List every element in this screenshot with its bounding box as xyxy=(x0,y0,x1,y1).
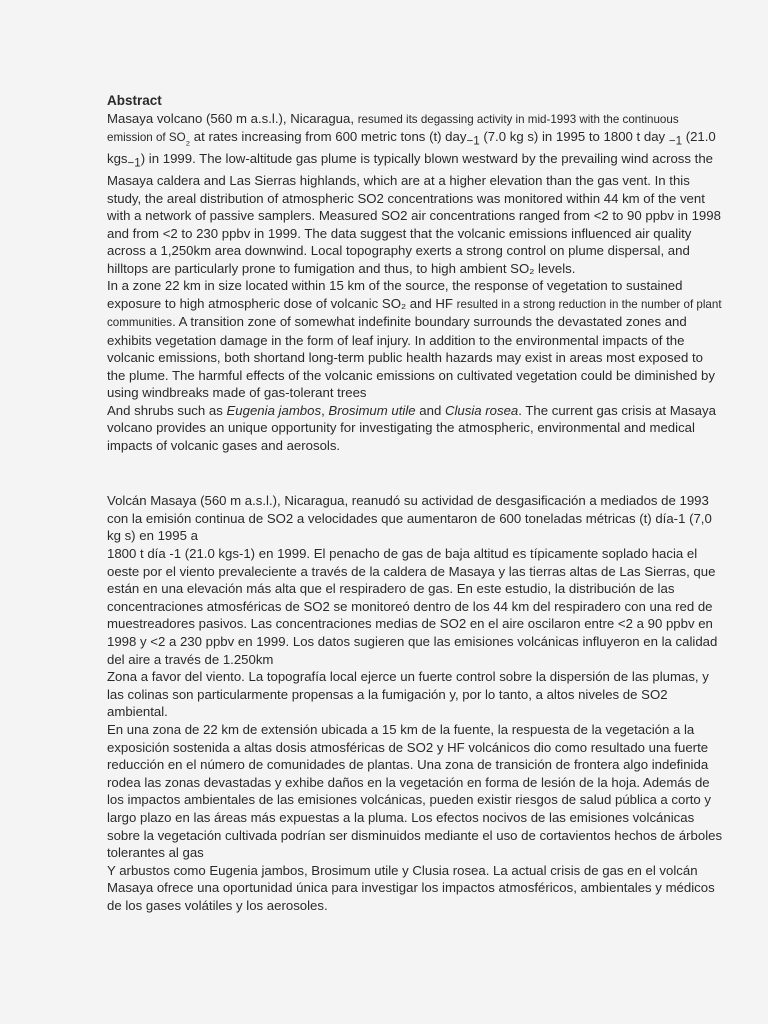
abstract-heading: Abstract xyxy=(107,93,162,108)
spanish-abstract xyxy=(107,492,723,914)
text-run: , xyxy=(321,402,329,418)
document-page xyxy=(107,92,723,915)
text-run: (21.0 kgs xyxy=(107,129,716,167)
subscript: ₂ xyxy=(185,134,191,148)
section-gap xyxy=(107,454,723,492)
text-run: and xyxy=(415,402,445,418)
text-run: at rates increasing from 600 metric tons (t) day xyxy=(190,129,467,144)
english-paragraph-1 xyxy=(107,110,723,278)
subscript: −1 xyxy=(466,134,480,148)
subscript: −1 xyxy=(668,134,683,148)
text-run: (7.0 kg s) in 1995 to 1800 t day xyxy=(479,129,669,144)
subscript: −1 xyxy=(127,156,141,170)
text-run: . A transition zone of somewhat indefinite boundary surrounds the devastated zones and exhibits vegetation damage in the form of leaf injury. In addition to the environmental impacts of the volcanic emissions, both shortand long-term public health hazards may exist in areas most exposed to the plume. The harmful effects of the volcanic emissions on cultivated vegetation could be diminished by using windbreaks made of gas-tolerant trees xyxy=(107,314,715,401)
text-run: . The current gas crisis at Masaya volcano provides an unique opportunity for investigating the atmospheric, environmental and medical impacts of volcanic gases and aerosols. xyxy=(107,402,716,453)
english-abstract xyxy=(107,92,723,454)
spanish-paragraph-3: Zona a favor del viento. La topografía local ejerce un fuerte control sobre la dispersión de las plumas, y las colinas son particularmente propensas a la fumigación y, por lo tanto, a altos niveles de SO2 ambiental. xyxy=(107,669,709,720)
text-run: In a zone 22 km in size located within 15 km of the source, the response of vegetation to sustained exposure to high atmospheric dose of volcanic SO₂ and HF xyxy=(107,278,683,311)
text-run: Masaya volcano (560 m a.s.l.), Nicaragua, xyxy=(107,110,358,126)
english-paragraph-2 xyxy=(107,277,723,402)
species-name: Clusia rosea xyxy=(444,402,519,418)
species-name: Eugenia jambos xyxy=(226,402,322,418)
text-run-small: resumed its degassing activity in mid-1993 with the continuous emission of SO xyxy=(107,112,679,144)
species-name: Brosimum utile xyxy=(328,402,416,418)
spanish-paragraph-1: Volcán Masaya (560 m a.s.l.), Nicaragua, reanudó su actividad de desgasificación a mediados de 1993 con la emisión continua de SO2 a velocidades que aumentaron de 600 toneladas métricas (t) día-1 (7,0 kg s) en 1995 a xyxy=(107,493,712,544)
spanish-paragraph-5: Y arbustos como Eugenia jambos, Brosimum utile y Clusia rosea. La actual crisis de gas en el volcán Masaya ofrece una oportunidad única para investigar los impactos atmosféricos, ambientales y médicos de los gases volátiles y los aerosoles. xyxy=(107,862,715,913)
spanish-paragraph-2: 1800 t día -1 (21.0 kgs-1) en 1999. El penacho de gas de baja altitud es típicamente soplado hacia el oeste por el viento prevaleciente a través de la caldera de Masaya y las tierras altas de Las Sierras, que están en una elevación más alta que el respiradero de gas. En este estudio, la distribución de las concentraciones atmosféricas de SO2 se monitoreó dentro de los 44 km del respiradero con una red de muestreadores pasivos. Las concentraciones medias de SO2 en el aire oscilaron entre <2 a 90 ppbv en 1998 y <2 a 230 ppbv en 1999. Los datos sugieren que las emisiones volcánicas influyeron en la calidad del aire a través de 1.250km xyxy=(107,546,718,667)
spanish-paragraph-4: En una zona de 22 km de extensión ubicada a 15 km de la fuente, la respuesta de la vegetación a la exposición sostenida a altas dosis atmosféricas de SO2 y HF volcánicos dio como resultado una fuerte reducción en el número de comunidades de plantas. Una zona de transición de frontera algo indefinida rodea las zonas devastadas y exhibe daños en la vegetación en forma de lesión de la hoja. Además de los impactos ambientales de las emisiones volcánicas, pueden existir riesgos de salud pública a corto y largo plazo en las áreas más expuestas a la pluma. Los efectos nocivos de las emisiones volcánicas sobre la vegetación cultivada podrían ser disminuidos mediante el uso de cortavientos hechos de árboles tolerantes al gas xyxy=(107,722,723,861)
text-run-small: resulted in a strong reduction in the number of plant communities xyxy=(107,297,722,330)
text-run: ) in 1999. The low-altitude gas plume is typically blown westward by the prevailing wind across the Masaya caldera and Las Sierras highlands, which are at a higher elevation than the gas vent. In this study, the areal distribution of atmospheric SO2 concentrations was monitored within 44 km of the vent with a network of passive samplers. Measured SO2 air concentrations ranged from <2 to 90 ppbv in 1998 and from <2 to 230 ppbv in 1999. The data suggest that the volcanic emissions influenced air quality across a 1,250km area downwind. Local topography exerts a strong control on plume dispersal, and hilltops are particularly prone to fumigation and thus, to high ambient SO₂ levels. xyxy=(107,151,721,276)
text-run: And shrubs such as xyxy=(107,402,227,418)
english-paragraph-3 xyxy=(107,402,723,455)
